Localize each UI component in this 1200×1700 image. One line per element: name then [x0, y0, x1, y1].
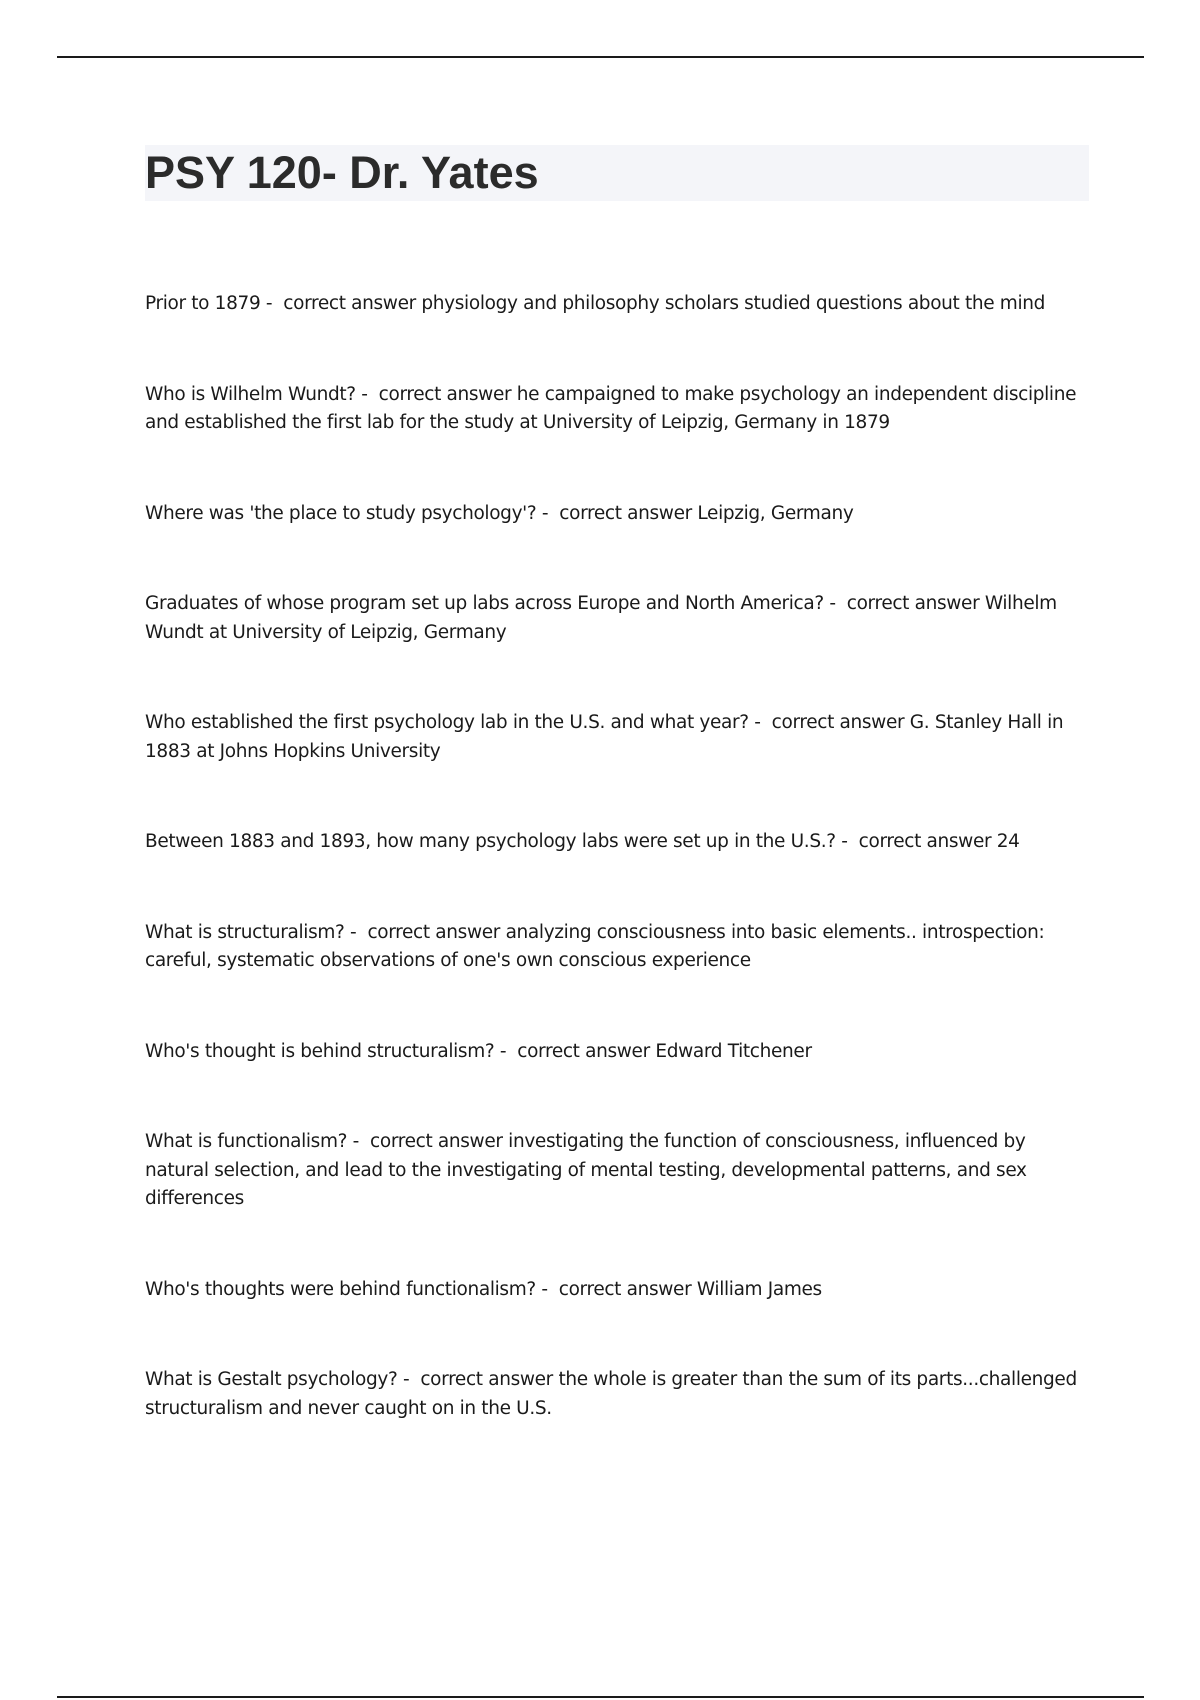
qa-item: [145, 381, 1090, 438]
answer-text: G. Stanley Hall in 1883 at Johns Hopkins University: [145, 712, 1064, 762]
question-text: Prior to 1879: [145, 293, 261, 314]
answer-separator: - correct answer: [823, 593, 985, 614]
question-text: Graduates of whose program set up labs across Europe and North America?: [145, 593, 824, 614]
qa-item: [145, 709, 1090, 766]
qa-item: [145, 500, 1090, 529]
qa-list: [145, 290, 1090, 1485]
answer-text: 24: [996, 831, 1020, 852]
answer-separator: - correct answer: [748, 712, 910, 733]
answer-separator: - correct answer: [494, 1040, 656, 1062]
answer-separator: - correct answer: [536, 502, 698, 524]
question-text: What is structuralism?: [145, 921, 345, 943]
answer-text: he campaigned to make psychology an independent discipline and established the first lab for the study at University of Leipzig, Germany in 1879: [145, 383, 1077, 433]
answer-text: physiology and philosophy scholars studied questions about the mind: [421, 293, 1046, 314]
qa-item: [145, 1366, 1090, 1423]
bottom-rule: [57, 1696, 1144, 1698]
qa-item: [145, 290, 1090, 319]
answer-separator: - correct answer: [355, 383, 517, 405]
answer-separator: - correct answer: [344, 921, 506, 943]
answer-separator: - correct answer: [260, 293, 422, 314]
answer-text: Wilhelm Wundt at University of Leipzig, Germany: [145, 593, 1057, 643]
page-title: PSY 120- Dr. Yates: [145, 147, 539, 198]
qa-item: [145, 828, 1090, 857]
question-text: Who's thought is behind structuralism?: [145, 1040, 495, 1062]
answer-text: investigating the function of consciousness, influenced by natural selection, and lead to the investigating of mental testing, developmental patterns, and sex differences: [145, 1131, 1027, 1209]
qa-item: [145, 590, 1090, 647]
answer-text: the whole is greater than the sum of its parts...challenged structuralism and never caught on in the U.S.: [145, 1369, 1077, 1419]
answer-text: William James: [696, 1278, 822, 1300]
answer-separator: - correct answer: [835, 831, 997, 852]
qa-item: [145, 1128, 1090, 1214]
title-banner: [145, 145, 1089, 201]
question-text: What is Gestalt psychology?: [145, 1369, 398, 1390]
question-text: Where was 'the place to study psychology'?: [145, 502, 537, 524]
top-rule: [57, 56, 1144, 58]
question-text: Who is Wilhelm Wundt?: [145, 383, 356, 405]
qa-item: [145, 1038, 1090, 1067]
answer-text: Leipzig, Germany: [697, 502, 854, 524]
answer-text: Edward Titchener: [655, 1040, 812, 1062]
question-text: Who established the first psychology lab in the U.S. and what year?: [145, 712, 749, 733]
answer-separator: - correct answer: [535, 1278, 697, 1300]
answer-separator: - correct answer: [347, 1131, 509, 1152]
qa-item: [145, 919, 1090, 976]
question-text: Who's thoughts were behind functionalism?: [145, 1278, 536, 1300]
qa-item: [145, 1276, 1090, 1305]
question-text: What is functionalism?: [145, 1131, 348, 1152]
answer-separator: - correct answer: [397, 1369, 559, 1390]
answer-text: analyzing consciousness into basic elements.. introspection: careful, systematic observations of one's own conscious experience: [145, 921, 1045, 971]
question-text: Between 1883 and 1893, how many psychology labs were set up in the U.S.?: [145, 831, 836, 852]
